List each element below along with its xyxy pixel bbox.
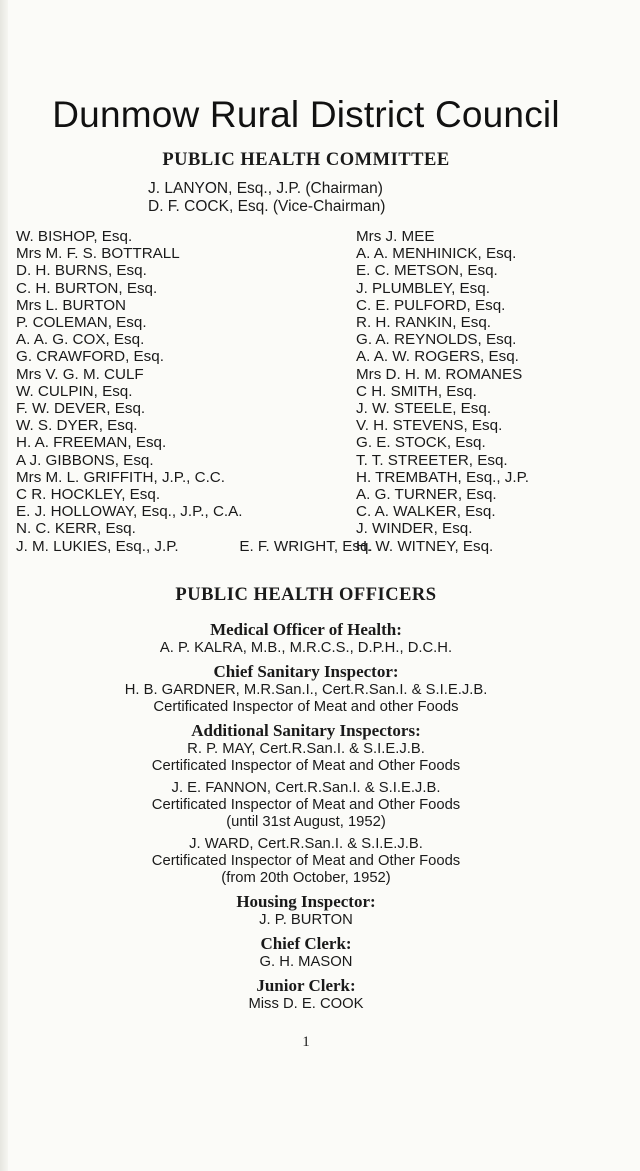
member-name: Mrs M. F. S. BOTTRALL <box>16 245 180 263</box>
council-title: Dunmow Rural District Council <box>52 94 560 135</box>
officer-name: J. WARD, Cert.R.San.I. & S.I.E.J.B. <box>189 836 423 852</box>
member-name: T. T. STREETER, Esq. <box>356 451 508 469</box>
page-number: 1 <box>302 1034 310 1050</box>
officers-list <box>0 620 612 1013</box>
member-name: H. TREMBATH, Esq., J.P. <box>356 468 530 486</box>
member-name: F. W. DEVER, Esq. <box>16 400 146 418</box>
vice-chairman: D. F. COCK, Esq. (Vice-Chairman) <box>148 198 386 215</box>
officer-name: J. P. BURTON <box>259 912 353 928</box>
officer-name: H. B. GARDNER, M.R.San.I., Cert.R.San.I. & S.I.E.J.B. <box>124 682 488 698</box>
member-name: N. C. KERR, Esq. <box>16 520 136 538</box>
member-name: H. W. WITNEY, Esq. <box>356 537 494 555</box>
chairman: J. LANYON, Esq., J.P. (Chairman) <box>148 180 383 197</box>
officer-name: Miss D. E. COOK <box>248 996 364 1012</box>
officer-name: R. P. MAY, Cert.R.San.I. & S.I.E.J.B. <box>187 741 425 757</box>
member-name: Mrs D. H. M. ROMANES <box>356 365 523 383</box>
officer-qualification: Certificated Inspector of Meat and Other Foods <box>151 853 461 869</box>
chair-block <box>148 180 385 216</box>
role-medical-officer: Medical Officer of Health: <box>210 620 402 639</box>
member-name: P. COLEMAN, Esq. <box>16 314 147 332</box>
role-chief-sanitary-inspector: Chief Sanitary Inspector: <box>213 662 399 681</box>
member-name: G. A. REYNOLDS, Esq. <box>356 331 517 349</box>
member-name: Mrs V. G. M. CULF <box>16 365 144 383</box>
officer-name: J. E. FANNON, Cert.R.San.I. & S.I.E.J.B. <box>171 780 441 796</box>
officer-name: A. P. KALRA, M.B., M.R.C.S., D.P.H., D.C.H. <box>159 640 453 656</box>
member-name: A J. GIBBONS, Esq. <box>16 451 154 469</box>
member-name: A. G. TURNER, Esq. <box>356 486 497 504</box>
members-left-column <box>16 228 242 555</box>
member-name: E. J. HOLLOWAY, Esq., J.P., C.A. <box>16 503 243 521</box>
member-name: J. WINDER, Esq. <box>356 520 473 538</box>
member-name: R. H. RANKIN, Esq. <box>356 314 492 332</box>
member-name: D. H. BURNS, Esq. <box>16 262 147 280</box>
role-housing-inspector: Housing Inspector: <box>236 892 376 911</box>
officers-heading: PUBLIC HEALTH OFFICERS <box>175 585 437 605</box>
member-name: Mrs J. MEE <box>356 228 435 245</box>
member-name: J. W. STEELE, Esq. <box>356 400 492 418</box>
member-name: A. A. W. ROGERS, Esq. <box>356 348 519 366</box>
member-name: Mrs M. L. GRIFFITH, J.P., C.C. <box>16 468 225 486</box>
member-name: C. A. WALKER, Esq. <box>356 503 496 521</box>
role-additional-sanitary-inspectors: Additional Sanitary Inspectors: <box>191 721 421 740</box>
role-junior-clerk: Junior Clerk: <box>256 976 356 995</box>
member-name: G. CRAWFORD, Esq. <box>16 348 164 366</box>
member-name: C R. HOCKLEY, Esq. <box>16 486 161 504</box>
officer-name: G. H. MASON <box>259 954 353 970</box>
member-name: C. E. PULFORD, Esq. <box>356 296 506 314</box>
member-name: C H. SMITH, Esq. <box>356 382 477 400</box>
member-name: W. BISHOP, Esq. <box>16 228 133 245</box>
member-name-centered: E. F. WRIGHT, Esq. <box>239 538 373 555</box>
officer-dates: (until 31st August, 1952) <box>226 814 386 830</box>
member-name: A. A. G. COX, Esq. <box>16 331 145 349</box>
officer-qualification: Certificated Inspector of Meat and Other Foods <box>151 797 461 813</box>
officer-qualification: Certificated Inspector of Meat and other Foods <box>153 699 459 715</box>
officer-dates: (from 20th October, 1952) <box>221 870 391 886</box>
member-name: J. M. LUKIES, Esq., J.P. <box>16 537 179 555</box>
member-name: H. A. FREEMAN, Esq. <box>16 434 167 452</box>
member-name: G. E. STOCK, Esq. <box>356 434 486 452</box>
member-name: C. H. BURTON, Esq. <box>16 279 158 297</box>
members-right-column <box>356 228 529 555</box>
member-name: V. H. STEVENS, Esq. <box>356 417 503 435</box>
officer-qualification: Certificated Inspector of Meat and Other Foods <box>151 758 461 774</box>
member-name: A. A. MENHINICK, Esq. <box>356 245 517 263</box>
member-name: E. C. METSON, Esq. <box>356 262 498 280</box>
member-name: W. S. DYER, Esq. <box>16 417 138 435</box>
member-name: J. PLUMBLEY, Esq. <box>356 279 490 297</box>
member-name: W. CULPIN, Esq. <box>16 382 133 400</box>
role-chief-clerk: Chief Clerk: <box>260 934 352 953</box>
committee-heading: PUBLIC HEALTH COMMITTEE <box>162 150 450 170</box>
member-name: Mrs L. BURTON <box>16 296 126 314</box>
